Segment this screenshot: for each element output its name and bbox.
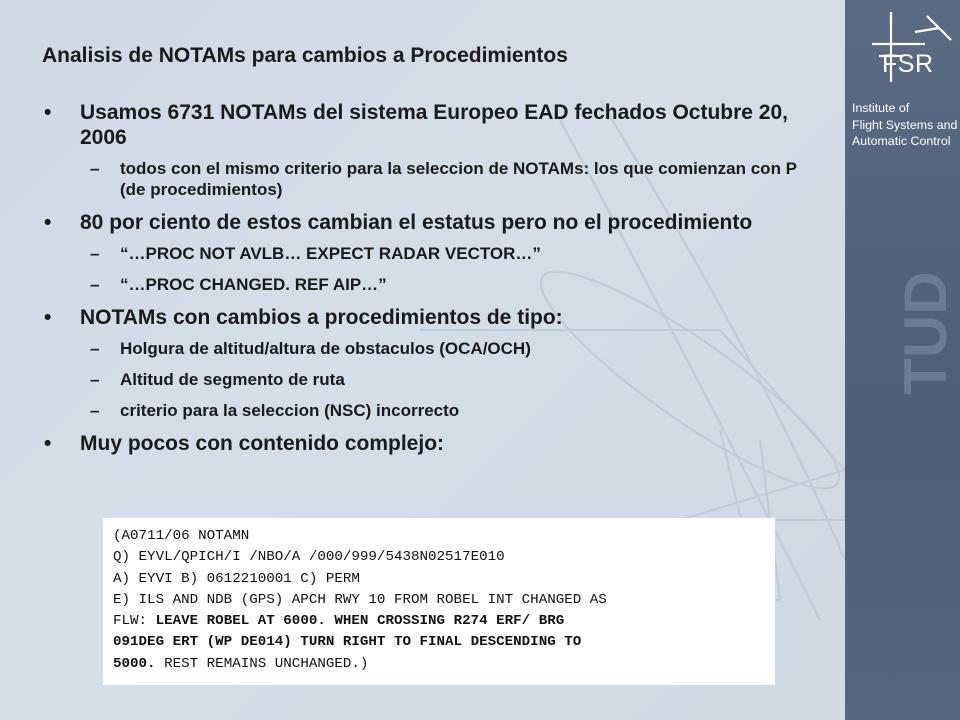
sub-bullet-item (44, 243, 824, 264)
slide-title: Analisis de NOTAMs para cambios a Procedimientos (42, 44, 568, 67)
notam-bold-text: 5000. (113, 655, 156, 672)
dash-marker: – (90, 244, 100, 263)
sub-bullet-item (44, 400, 824, 421)
tud-watermark-text: TUD (891, 271, 959, 395)
sub-bullet-item (44, 369, 824, 390)
bullet-list (44, 100, 824, 464)
bullet-marker: • (44, 211, 52, 234)
fsr-logo-text: FSR (882, 50, 934, 78)
institute-name (852, 100, 960, 150)
institute-line: Institute of (852, 101, 910, 115)
notam-text: REST REMAINS UNCHANGED.) (155, 655, 369, 672)
sub-bullet-text: criterio para la seleccion (NSC) incorrecto (120, 401, 460, 420)
bullet-item (44, 305, 824, 330)
notam-line: E) ILS AND NDB (GPS) APCH RWY 10 FROM ROBEL INT CHANGED AS (113, 591, 607, 608)
notam-bold-text: 091DEG ERT (WP DE014) TURN RIGHT TO FINAL DESCENDING TO (113, 634, 582, 651)
bullet-item (44, 431, 824, 456)
institute-line: Flight Systems and (852, 117, 958, 132)
sub-bullet-text: Holgura de altitud/altura de obstaculos (OCA/OCH) (120, 339, 531, 358)
dash-marker: – (90, 339, 100, 358)
notam-bold-text: LEAVE ROBEL AT 6000. WHEN CROSSING R274 ERF/ BRG (155, 613, 565, 630)
notam-line (113, 632, 765, 653)
bullet-text: Muy pocos con contenido complejo: (80, 432, 445, 455)
sub-bullet-text: todos con el mismo criterio para la seleccion de NOTAMs: los que comienzan con P (de procedimientos) (120, 159, 797, 199)
notam-line: A) EYVI B) 0612210001 C) PERM (113, 570, 360, 587)
sub-bullet-text: Altitud de segmento de ruta (120, 370, 345, 389)
sub-bullet-text: “…PROC CHANGED. REF AIP…” (120, 275, 387, 294)
bullet-marker: • (44, 101, 52, 124)
notam-text: FLW: (113, 613, 156, 630)
sub-bullet-item (44, 338, 824, 359)
dash-marker: – (90, 370, 100, 389)
sub-bullet-item (44, 158, 824, 200)
bullet-text: NOTAMs con cambios a procedimientos de tipo: (80, 306, 563, 329)
tud-watermark (891, 268, 960, 398)
dash-marker: – (90, 275, 100, 294)
sub-bullet-text: “…PROC NOT AVLB… EXPECT RADAR VECTOR…” (120, 244, 541, 263)
notam-line (113, 611, 765, 632)
bullet-text: 80 por ciento de estos cambian el estatus pero no el procedimiento (80, 211, 753, 234)
dash-marker: – (90, 159, 100, 178)
notam-line: (A0711/06 NOTAMN (113, 528, 250, 544)
bullet-marker: • (44, 432, 52, 455)
dash-marker: – (90, 401, 100, 420)
bullet-marker: • (44, 306, 52, 329)
bullet-text: Usamos 6731 NOTAMs del sistema Europeo EAD fechados Octubre 20, 2006 (80, 101, 789, 149)
notam-example-box (103, 518, 775, 685)
sub-bullet-item (44, 274, 824, 295)
bullet-item (44, 210, 824, 235)
notam-line (113, 654, 765, 675)
institute-line: Automatic Control (852, 134, 951, 148)
notam-line: Q) EYVL/QPICH/I /NBO/A /000/999/5438N02517E010 (113, 549, 505, 566)
bullet-item (44, 100, 824, 150)
